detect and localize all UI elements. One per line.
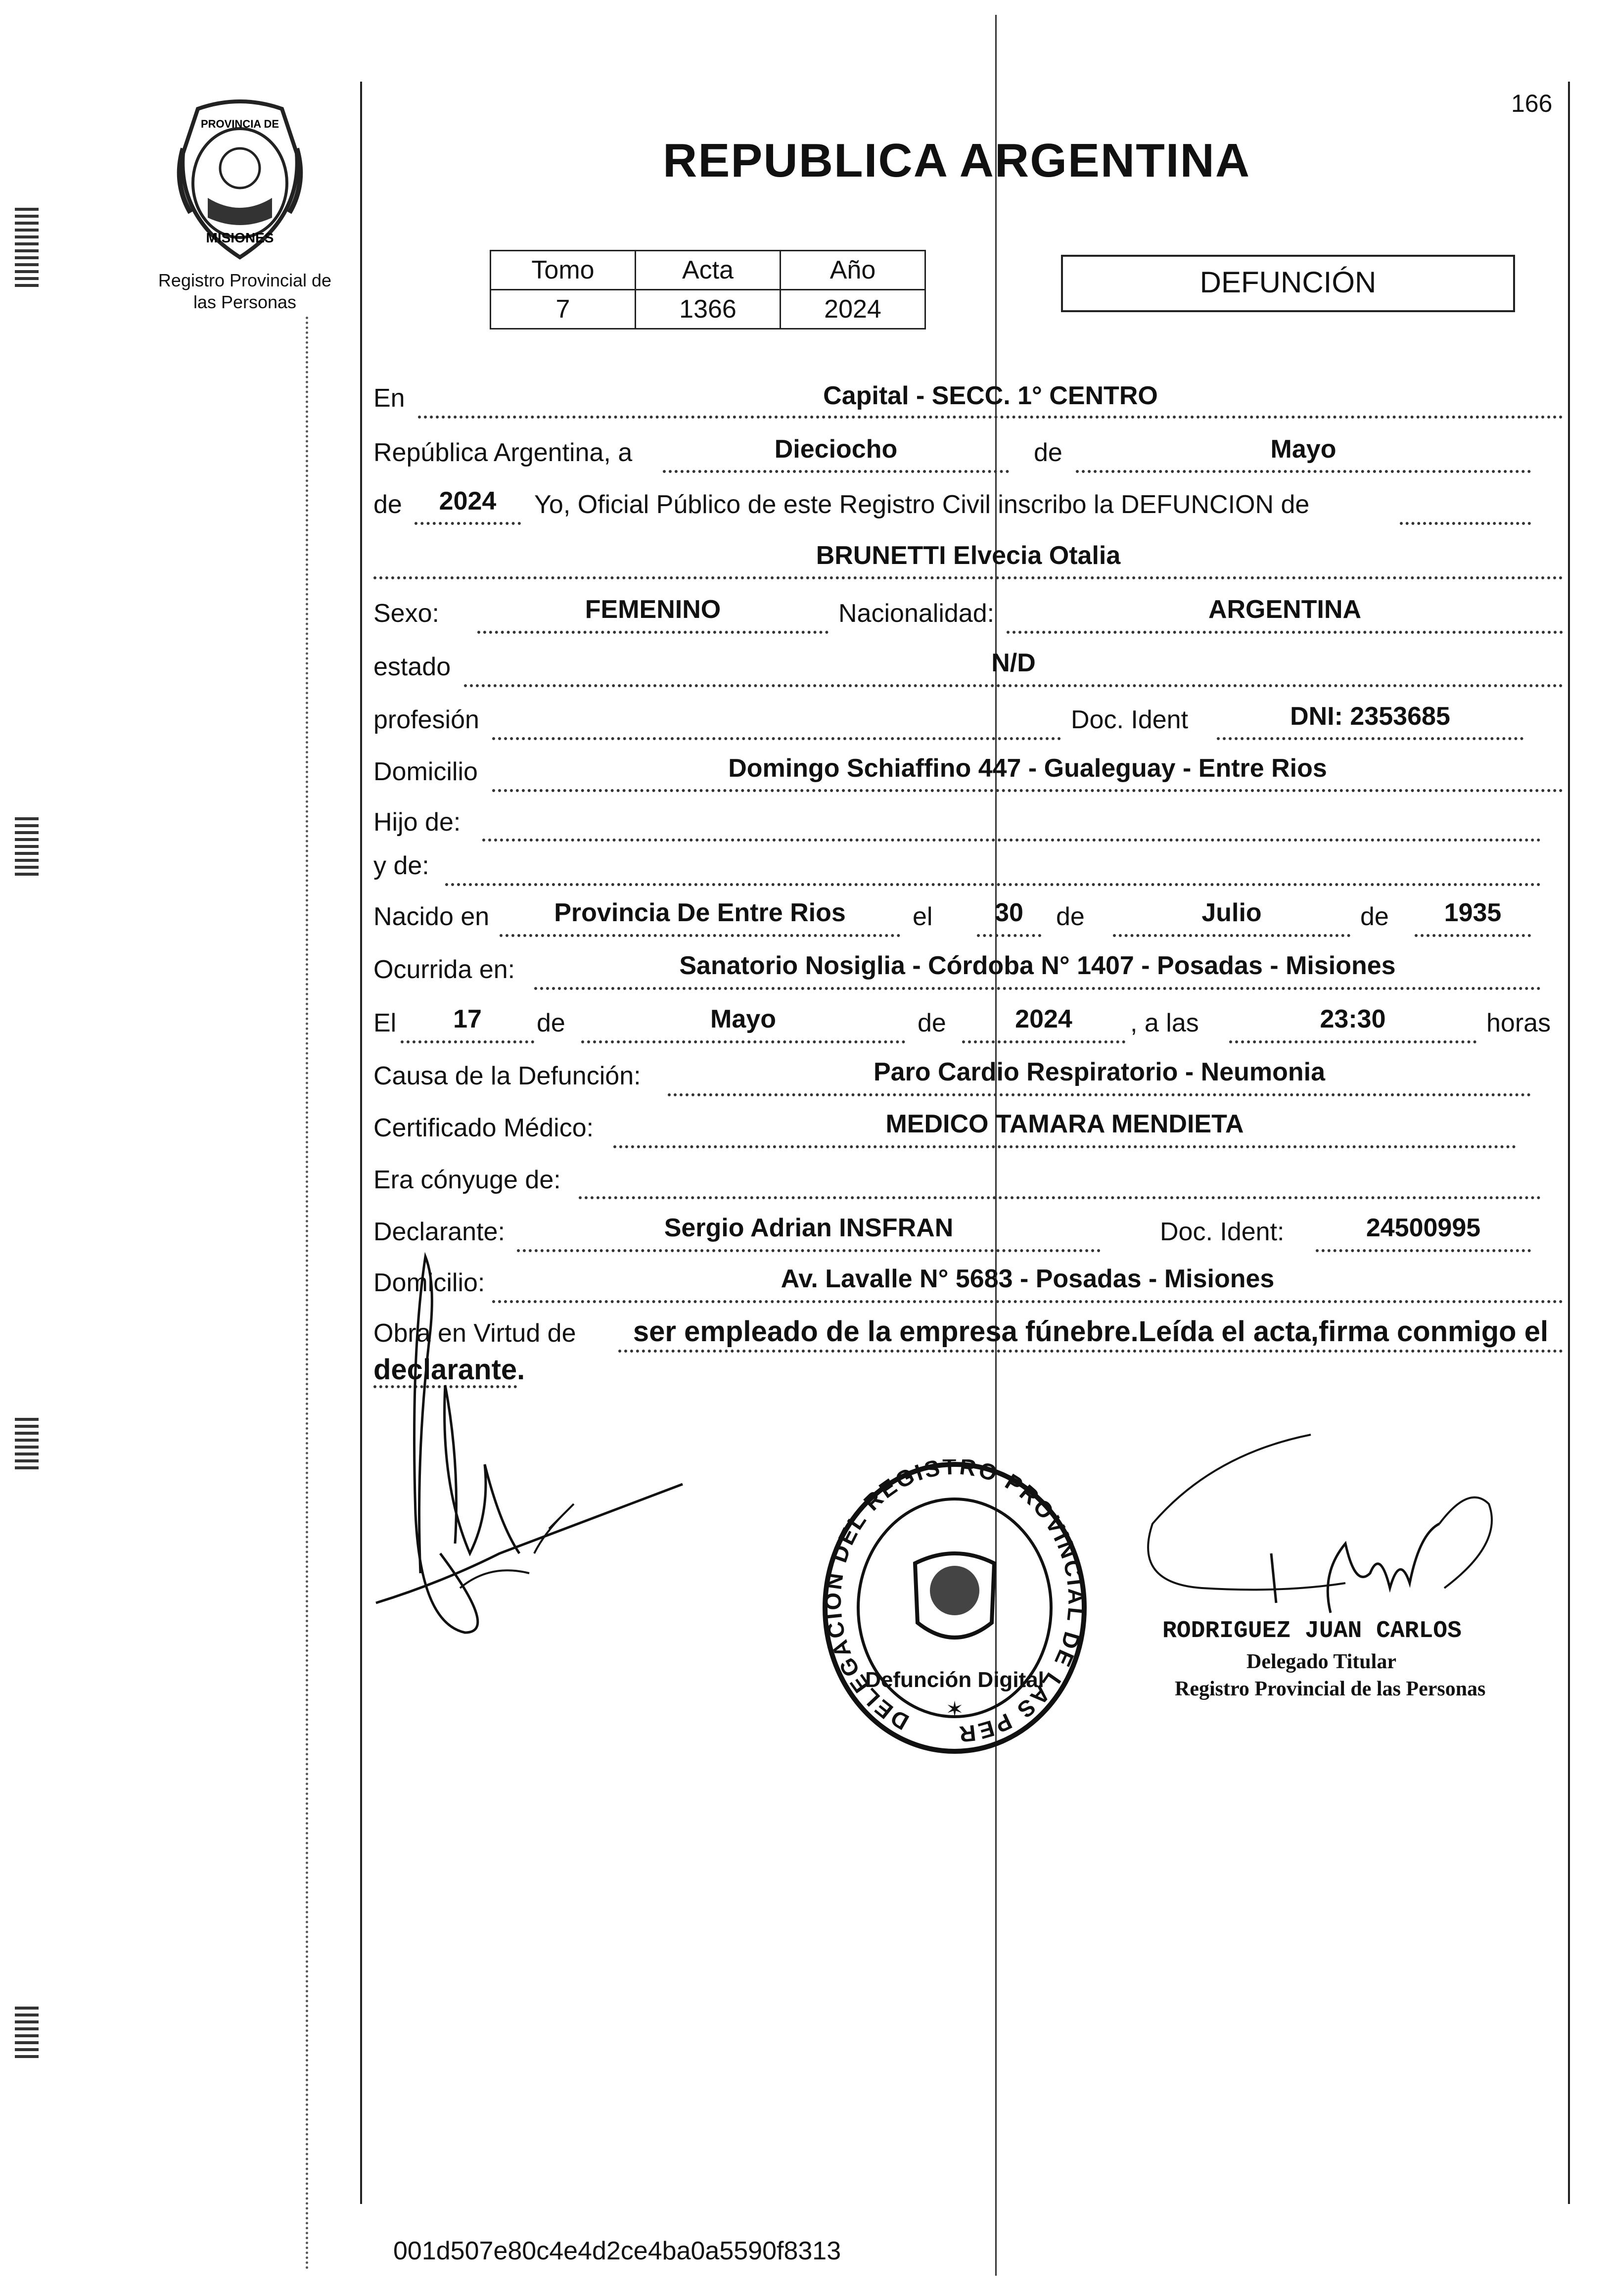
table-value-row (491, 290, 925, 329)
document-hash: 001d507e80c4e4d2ce4ba0a5590f8313 (393, 2237, 841, 2265)
official-name: RODRIGUEZ JUAN CARLOS (1162, 1618, 1462, 1644)
dotted-line (477, 631, 829, 634)
label-certificado: Certificado Médico: (373, 1114, 594, 1142)
page-number: 166 (1511, 90, 1553, 117)
dotted-line (663, 470, 1009, 473)
dotted-line (1217, 737, 1523, 740)
emblem-top-text: PROVINCIA DE (200, 118, 279, 130)
scan-mark (15, 208, 39, 287)
label-sexo: Sexo: (373, 599, 439, 628)
table-header-acta: Acta (636, 251, 781, 290)
value-declarante: Sergio Adrian INSFRAN (664, 1214, 954, 1242)
label-a-las: , a las (1130, 1009, 1199, 1037)
value-lugar: Capital - SECC. 1° CENTRO (823, 381, 1158, 410)
value-obra-line-1: ser empleado de la empresa fúnebre.Leída el acta,firma conmigo el (633, 1315, 1549, 1348)
label-en: En (373, 384, 405, 413)
dotted-line (618, 1350, 1563, 1353)
scan-mark (15, 2004, 39, 2058)
official-office: Registro Provincial de las Personas (1175, 1678, 1486, 1700)
stamp-center-text: Defunción Digital (865, 1668, 1044, 1692)
value-ocurrida-en: Sanatorio Nosiglia - Córdoba N° 1407 - Posadas - Misiones (679, 951, 1396, 980)
dotted-line (401, 1040, 534, 1043)
value-doc-ident: DNI: 2353685 (1290, 702, 1450, 731)
label-el-fecha: El (373, 1009, 397, 1037)
label-conyuge: Era cónyuge de: (373, 1166, 561, 1194)
value-nacido-en: Provincia De Entre Rios (554, 898, 846, 927)
value-nacionalidad: ARGENTINA (1208, 595, 1362, 624)
label-hijo-de: Hijo de: (373, 808, 461, 837)
label-de-anio: de (1360, 902, 1389, 931)
official-stamp (821, 1459, 1088, 1756)
value-fall-anio: 2024 (1015, 1005, 1072, 1033)
label-obra: Obra en Virtud de (373, 1319, 576, 1348)
label-domicilio: Domicilio (373, 757, 478, 786)
stamp-ring-text: DELEGACION DEL REGISTRO PROVINCIAL DE LAS PER (821, 1459, 1088, 1748)
label-nacido-en: Nacido en (373, 902, 490, 931)
label-y-de: y de: (373, 851, 429, 880)
label-declarante: Declarante: (373, 1218, 505, 1246)
label-horas: horas (1486, 1009, 1551, 1037)
page-title: REPUBLICA ARGENTINA (663, 134, 1251, 187)
label-nacionalidad: Nacionalidad: (838, 599, 995, 628)
label-republica: República Argentina, a (373, 438, 633, 467)
official-role: Delegado Titular (1246, 1650, 1396, 1673)
dotted-line (1007, 631, 1563, 634)
table-value-acta: 1366 (636, 290, 781, 329)
table-header-anio: Año (781, 251, 925, 290)
value-declarante-domicilio: Av. Lavalle N° 5683 - Posadas - Misiones (781, 1265, 1275, 1293)
dotted-line (579, 1196, 1541, 1199)
value-obra-line-2: declarante. (373, 1354, 525, 1386)
document-type-box: DEFUNCIÓN (1061, 255, 1515, 312)
value-nac-mes: Julio (1201, 898, 1262, 927)
province-emblem (168, 99, 312, 262)
dotted-line (668, 1093, 1531, 1096)
table-header-tomo: Tomo (491, 251, 636, 290)
label-el: el (913, 902, 933, 931)
label-doc-ident-declarante: Doc. Ident: (1160, 1218, 1285, 1246)
left-border-line (360, 82, 362, 2204)
dotted-line (1113, 934, 1350, 937)
dotted-line (581, 1040, 905, 1043)
value-nombre: BRUNETTI Elvecia Otalia (816, 541, 1121, 570)
label-causa: Causa de la Defunción: (373, 1062, 641, 1090)
value-nac-dia: 30 (995, 898, 1023, 927)
dotted-line (1400, 522, 1531, 525)
dotted-line (464, 684, 1563, 687)
dotted-line (492, 737, 1061, 740)
value-declarante-doc: 24500995 (1366, 1214, 1481, 1242)
dotted-line (613, 1145, 1516, 1148)
value-sexo: FEMENINO (585, 595, 721, 624)
register-table (490, 250, 926, 329)
dotted-line (977, 934, 1041, 937)
table-value-anio: 2024 (781, 290, 925, 329)
value-hora: 23:30 (1320, 1005, 1386, 1033)
table-header-row (491, 251, 925, 290)
dotted-line (1076, 470, 1531, 473)
dotted-line (1316, 1249, 1531, 1252)
issuer-name (134, 270, 356, 313)
dotted-line (445, 883, 1541, 886)
label-de-fecha-anio: de (918, 1009, 946, 1037)
scan-mark (15, 816, 39, 876)
label-doc-ident: Doc. Ident (1071, 705, 1189, 734)
dotted-line (418, 416, 1563, 419)
dotted-line (1415, 934, 1531, 937)
value-domicilio: Domingo Schiaffino 447 - Gualeguay - Entre Rios (728, 754, 1327, 783)
label-de: de (1034, 438, 1062, 467)
value-nac-anio: 1935 (1444, 898, 1502, 927)
declarant-signature (341, 1207, 717, 1662)
dotted-line (373, 576, 1563, 579)
table-value-tomo: 7 (491, 290, 636, 329)
label-profesion: profesión (373, 705, 479, 734)
label-domicilio-declarante: Domicilio: (373, 1268, 485, 1297)
dotted-line (1229, 1040, 1476, 1043)
dotted-line (492, 789, 1563, 792)
value-dia-texto: Dieciocho (774, 435, 898, 464)
issuer-line-2: las Personas (193, 292, 297, 312)
issuer-line-1: Registro Provincial de (158, 270, 332, 290)
stamp-star-icon: ✶ (945, 1697, 964, 1722)
scan-mark (15, 1415, 39, 1469)
label-ocurrida-en: Ocurrida en: (373, 955, 515, 984)
value-fall-mes: Mayo (710, 1005, 776, 1033)
label-de-year: de (373, 490, 402, 519)
label-de-fecha-mes: de (537, 1009, 565, 1037)
dotted-line (962, 1040, 1125, 1043)
value-certificado: MEDICO TAMARA MENDIETA (885, 1110, 1244, 1138)
left-margin-dotted-line (306, 317, 308, 2271)
emblem-bottom-text: MISIONES (206, 230, 274, 245)
value-fall-dia: 17 (453, 1005, 482, 1033)
label-oficial: Yo, Oficial Público de este Registro Civil inscribo la DEFUNCION de (534, 490, 1310, 519)
dotted-line (482, 839, 1541, 842)
value-anio: 2024 (439, 487, 497, 515)
right-border-line (1568, 82, 1570, 2204)
dotted-line (500, 934, 900, 937)
dotted-line (415, 522, 521, 525)
label-de-mes: de (1056, 902, 1085, 931)
dotted-line (534, 987, 1541, 990)
value-estado: N/D (991, 649, 1036, 677)
value-mes: Mayo (1270, 435, 1336, 464)
value-causa: Paro Cardio Respiratorio - Neumonia (873, 1058, 1326, 1086)
label-estado: estado (373, 653, 451, 681)
